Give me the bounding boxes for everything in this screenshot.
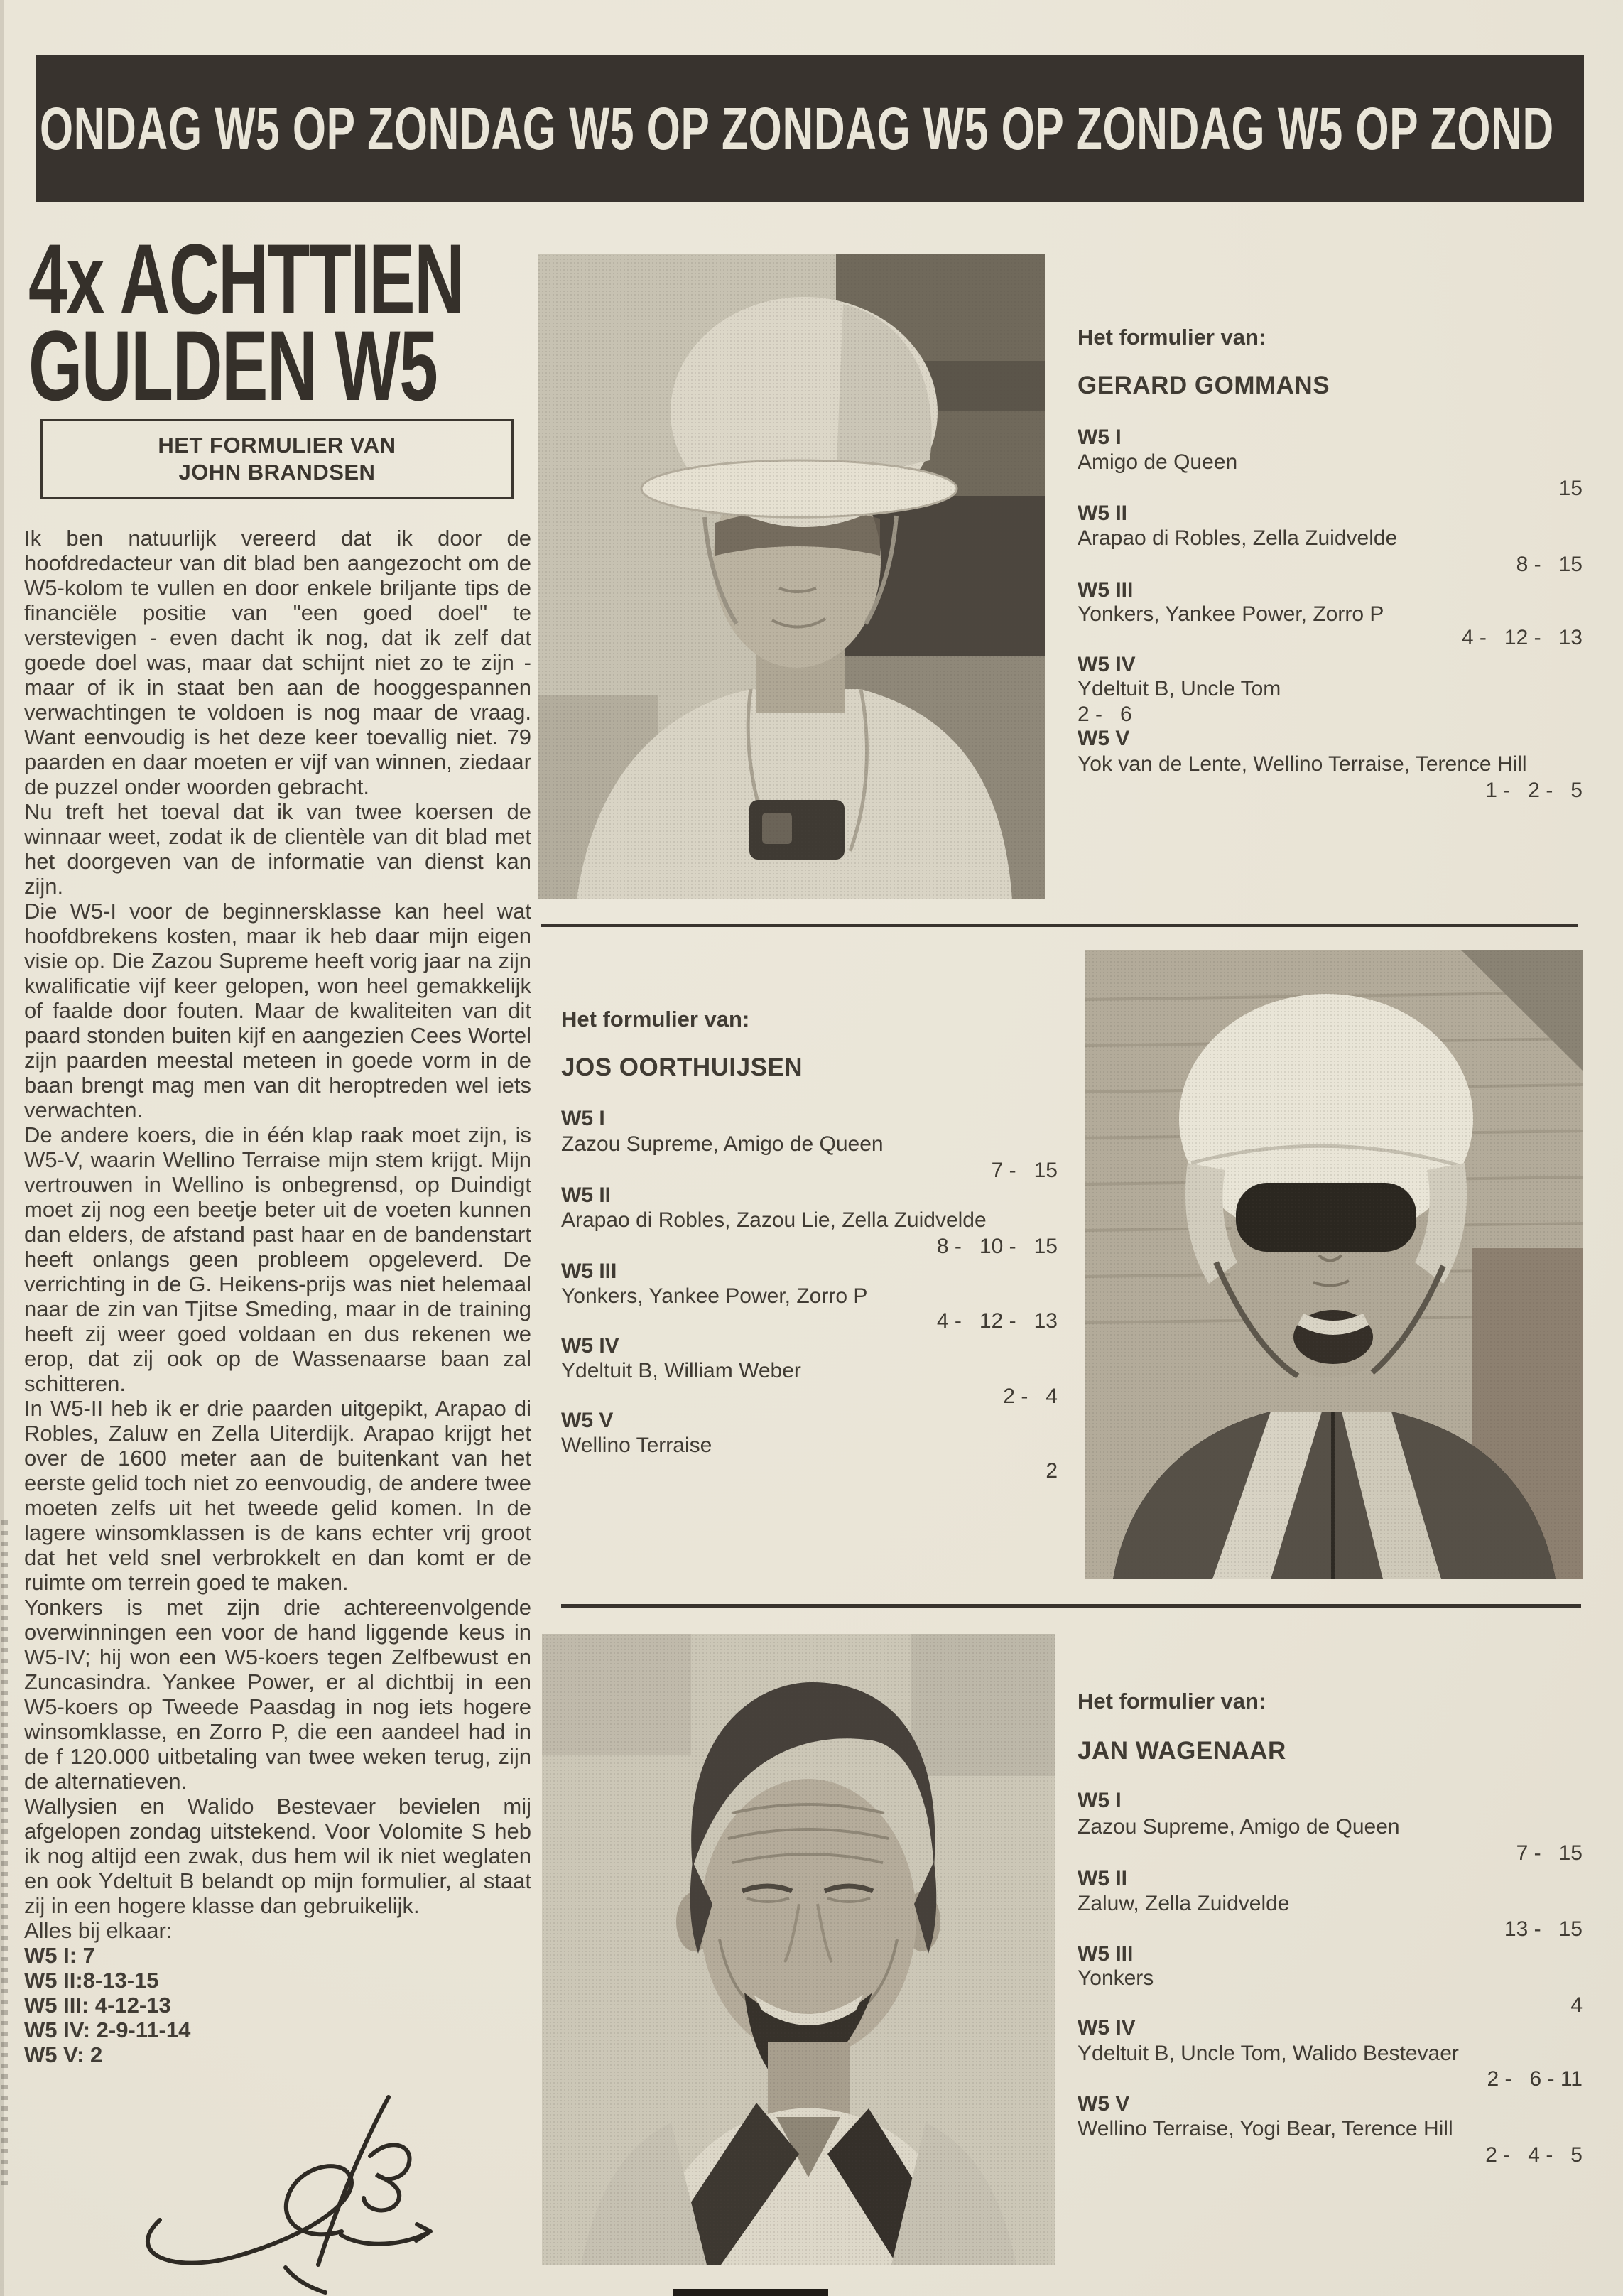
- race-horses: Arapao di Robles, Zella Zuidvelde: [1078, 526, 1398, 550]
- race-numbers: 2 - 4 - 5: [1485, 2143, 1583, 2167]
- race-label: W5 II: [1078, 1867, 1128, 1890]
- race-numbers: 8 - 10 - 15: [936, 1235, 1058, 1258]
- race-label: W5 IV: [561, 1334, 619, 1358]
- race-label: W5 V: [561, 1409, 614, 1432]
- form-tipster-name: JOS OORTHUIJSEN: [561, 1054, 803, 1081]
- race-horses: Yonkers, Yankee Power, Zorro P: [1078, 602, 1384, 626]
- form-tipster-name: JAN WAGENAAR: [1078, 1737, 1286, 1765]
- race-numbers: 4 - 12 - 13: [1461, 626, 1583, 649]
- author-box-line-1: HET FORMULIER VAN: [158, 433, 396, 457]
- race-horses: Zazou Supreme, Amigo de Queen: [1078, 1815, 1400, 1839]
- race-horses: Ydeltuit B, William Weber: [561, 1359, 801, 1382]
- race-label: W5 III: [561, 1260, 617, 1283]
- form-tipster-name: GERARD GOMMANS: [1078, 372, 1330, 399]
- article-paragraph: Ik ben natuurlijk vereerd dat ik door de hoofdredacteur van dit blad ben aangezocht om de W5-kolom te vullen en door enkele briljante tips de financiële positie van "een goed doel" te verstevigen - even dacht ik nog, dat ik zelf dat goede doel was, maar dat schijnt niet zo te zijn - maar of ik in staat ben aan de hooggespannen verwachtingen te voldoen is nog maar de vraag. Want eenvoudig is het deze keer toevallig niet. 79 paarden en daar moeten er vijf van winnen, ziedaar de puzzel onder woorden gebracht.: [24, 526, 531, 799]
- article-paragraph: Yonkers is met zijn drie achtereenvolgende overwinningen een voor de hand liggende keus in W5-IV; hij won een W5-koers tegen Zelfbewust en Zuncasindra. Yankee Power, er al dichtbij in een W5-koers op Tweede Paasdag in nog iets hogere winsomklasse, en Zorro P, die een aandeel had in de f 120.000 uitbetaling van twee weken terug, zijn de alternatieven.: [24, 1595, 531, 1794]
- article-paragraph: Wallysien en Walido Bestevaer bevielen mij afgelopen zondag uitstekend. Voor Volomite S heb ik nog altijd een zwak, dus hem wil ik niet weglaten en ook Ydeltuit B belandt op mijn formulier, al staat zij in een hogere klasse dan gebruikelijk.: [24, 1794, 531, 1918]
- race-numbers: 2 - 6 - 11: [1487, 2067, 1583, 2091]
- author-box: [40, 419, 514, 499]
- summary-intro: Alles bij elkaar:: [24, 1918, 173, 1943]
- race-numbers: 4 - 12 - 13: [936, 1309, 1058, 1333]
- race-numbers: 15: [1558, 477, 1583, 500]
- article-body: [24, 526, 531, 2117]
- author-box-line-2: JOHN BRANDSEN: [178, 460, 376, 484]
- race-horses: Wellino Terraise: [561, 1434, 712, 1457]
- race-numbers: 4: [1570, 1993, 1583, 2017]
- race-horses: Zazou Supreme, Amigo de Queen: [561, 1132, 884, 1156]
- race-numbers: 2: [1046, 1459, 1058, 1483]
- article-paragraph: Nu treft het toeval dat ik van twee koersen de winnaar weet, zodat ik de clientèle van dit blad met het doorgeven van de informatie van dienst kan zijn.: [24, 799, 531, 899]
- race-numbers: 13 - 15: [1504, 1917, 1583, 1941]
- article-paragraph: De andere koers, die in één klap raak moet zijn, is W5-V, waarin Wellino Terraise mijn stem krijgt. Mijn vertrouwen in Wellino is onbegrensd, op Duindigt moet zij nog een beetje beter uit de voeten kunnen dan elders, de afstand past haar en de bandenstart heeft onlangs geen probleem opgeleverd. De verrichting in de G. Heikens-prijs was niet helemaal naar de zin van Tjitse Smeding, maar in de training heeft zij weer goed voldaan en dus rekenen we erop, dat zij ook op de Wassenaarse baan zal schitteren.: [24, 1122, 531, 1396]
- race-numbers: 2 - 4: [1003, 1385, 1058, 1408]
- jockey-photo-jan-wagenaar: [542, 1634, 1055, 2265]
- race-label: W5 IV: [1078, 653, 1136, 676]
- scan-edge-dots: [1, 1520, 8, 2188]
- race-label: W5 I: [561, 1107, 605, 1130]
- race-horses: Zaluw, Zella Zuidvelde: [1078, 1892, 1290, 1915]
- race-horses: Yonkers, Yankee Power, Zorro P: [561, 1284, 868, 1308]
- summary-line: W5 V: 2: [24, 2042, 103, 2067]
- race-horses: Ydeltuit B, Uncle Tom: [1078, 677, 1281, 700]
- summary-line: W5 IV: 2-9-11-14: [24, 2018, 191, 2042]
- race-numbers: 8 - 15: [1516, 553, 1583, 576]
- race-horses: Arapao di Robles, Zazou Lie, Zella Zuidvelde: [561, 1208, 987, 1232]
- form-header: Het formulier van:: [561, 1007, 750, 1031]
- headline-line-1: 4x ACHTTIEN: [28, 223, 464, 335]
- race-horses: Yok van de Lente, Wellino Terraise, Terence Hill: [1078, 752, 1527, 776]
- race-numbers: 1 - 2 - 5: [1485, 779, 1583, 802]
- form-header: Het formulier van:: [1078, 325, 1266, 350]
- race-label: W5 III: [1078, 1942, 1134, 1966]
- race-label: W5 I: [1078, 1789, 1122, 1812]
- form-header: Het formulier van:: [1078, 1689, 1266, 1713]
- race-numbers: 2 - 6: [1078, 703, 1132, 726]
- form-column-jos-oorthuijsen: [561, 0, 1058, 1492]
- signature-handwriting: [107, 2089, 440, 2296]
- summary-line: W5 III: 4-12-13: [24, 1993, 171, 2018]
- form-column-jan-wagenaar: [1078, 0, 1583, 2202]
- race-label: W5 V: [1078, 727, 1130, 750]
- article-paragraph: Die W5-I voor de beginnersklasse kan heel wat hoofdbrekens kosten, maar ik heb daar mijn eigen visie op. Die Zazou Supreme heeft vorig jaar na zijn kwalificatie vijf keer gelopen, won heel gemakkelijk of faalde door fouten. Maar de kwaliteiten van dit paard stonden buiten kijf en aangezien Cees Wortel zijn paarden meestal meteen in goede vorm in de baan brengt mag men van dit heroptreden wel iets verwachten.: [24, 899, 531, 1122]
- race-label: W5 II: [1078, 502, 1128, 525]
- scan-bottom-edge: [673, 2289, 828, 2296]
- headline-line-2: GULDEN W5: [28, 310, 438, 421]
- summary-line: W5 II:8-13-15: [24, 1968, 159, 1993]
- race-label: W5 IV: [1078, 2016, 1136, 2040]
- race-numbers: 7 - 15: [991, 1159, 1058, 1182]
- race-numbers: 7 - 15: [1516, 1841, 1583, 1865]
- race-horses: Ydeltuit B, Uncle Tom, Walido Bestevaer: [1078, 2042, 1459, 2065]
- banner-text: ONDAG W5 OP ZONDAG W5 OP ZONDAG W5 OP ZONDAG W5 OP ZOND: [40, 95, 1554, 162]
- race-label: W5 V: [1078, 2092, 1130, 2116]
- race-label: W5 I: [1078, 426, 1122, 449]
- race-label: W5 II: [561, 1184, 612, 1207]
- race-horses: Amigo de Queen: [1078, 450, 1238, 474]
- article-paragraph: In W5-II heb ik er drie paarden uitgepikt, Arapao di Robles, Zaluw en Zella Uiterdijk. Arapao krijgt het over de 1600 meter aan de buitenkant van het eerste gelid toch niet zo eenvoudig, de andere twee moeten zelfs uit het tweede gelid komen. In de lagere winsomklassen is de kans echter vrij groot dat het veld snel verbrokkelt en dan komt er de ruimte om terrein goed te maken.: [24, 1396, 531, 1595]
- race-horses: Wellino Terraise, Yogi Bear, Terence Hill: [1078, 2117, 1453, 2140]
- summary-line: W5 I: 7: [24, 1943, 95, 1968]
- race-label: W5 III: [1078, 578, 1134, 602]
- race-horses: Yonkers: [1078, 1966, 1154, 1990]
